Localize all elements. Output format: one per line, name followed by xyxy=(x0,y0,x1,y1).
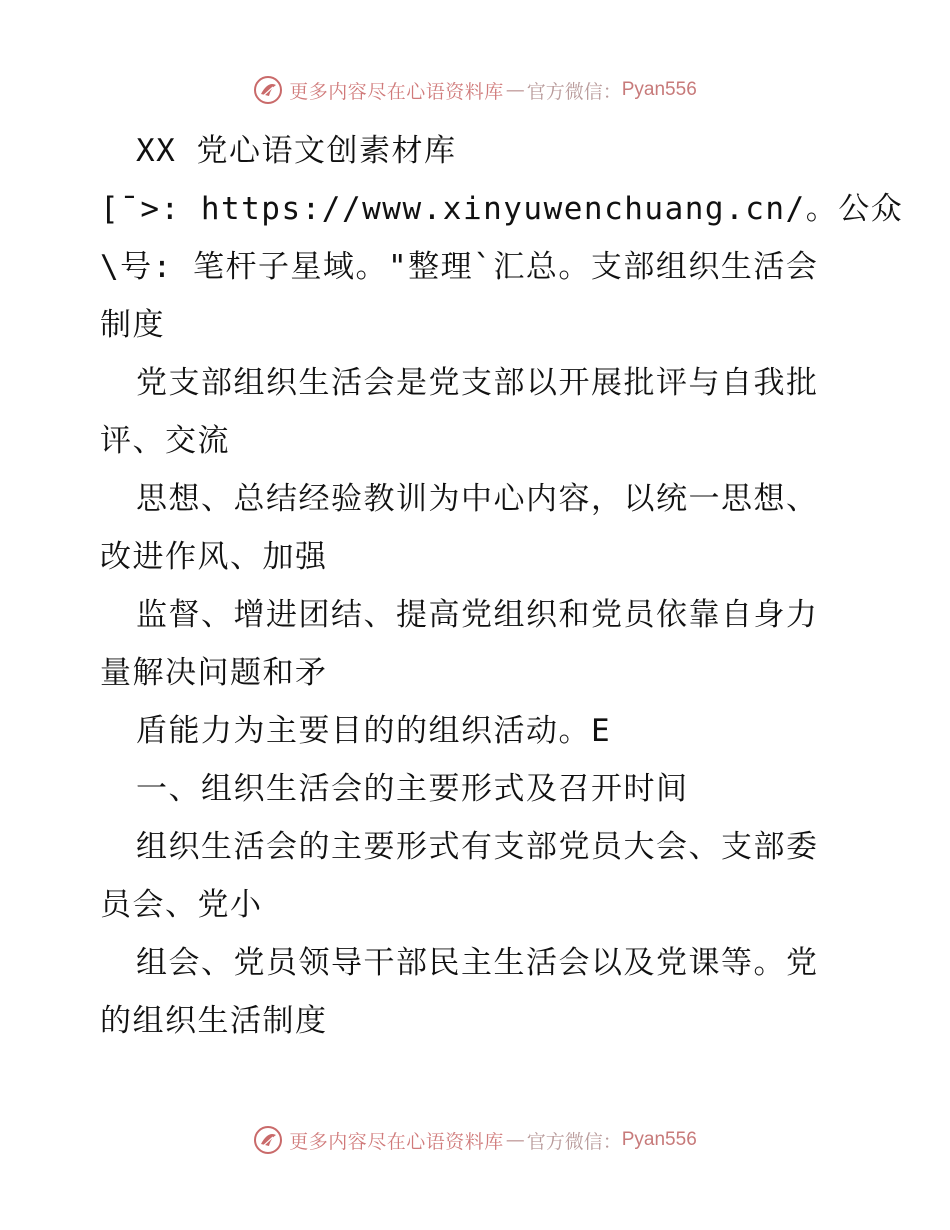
doc-line: 盾能力为主要目的的组织活动。E xyxy=(136,713,612,749)
doc-line: 党支部组织生活会是党支部以开展批评与自我批 xyxy=(136,365,819,401)
doc-line: 制度 xyxy=(100,307,165,343)
doc-line: \号: 笔杆子星域。"整理`汇总。支部组织生活会 xyxy=(100,249,819,285)
doc-line: [¯>: https://www.xinyuwenchuang.cn/。公众 xyxy=(100,191,904,227)
book-leaf-logo-icon xyxy=(253,1125,283,1155)
section-heading: 一、组织生活会的主要形式及召开时间 xyxy=(136,771,689,807)
doc-line: 监督、增进团结、提高党组织和党员依靠自身力 xyxy=(136,597,819,633)
doc-line: 改进作风、加强 xyxy=(100,539,328,575)
doc-line: 组会、党员领导干部民主生活会以及党课等。党 xyxy=(136,945,819,981)
watermark-separator: — xyxy=(505,1129,525,1151)
watermark-text: 更多内容尽在心语资料库 xyxy=(289,80,504,103)
doc-line: 量解决问题和矛 xyxy=(100,655,328,691)
document-body xyxy=(100,122,904,1050)
footer-watermark xyxy=(0,1122,950,1158)
book-leaf-logo-icon xyxy=(253,75,283,105)
watermark-wechat-id: Pyan556 xyxy=(621,79,697,100)
doc-line: 评、交流 xyxy=(100,423,230,459)
watermark-wechat-label: 官方微信： xyxy=(526,1130,622,1153)
watermark-separator: — xyxy=(505,79,525,101)
doc-line: XX 党心语文创素材库 xyxy=(136,133,457,169)
header-watermark xyxy=(0,72,950,108)
doc-line: 思想、总结经验教训为中心内容，以统一思想、 xyxy=(136,481,819,517)
doc-line: 的组织生活制度 xyxy=(100,1003,328,1039)
watermark-text: 更多内容尽在心语资料库 xyxy=(289,1130,504,1153)
watermark-wechat-label: 官方微信： xyxy=(526,80,622,103)
watermark-wechat-id: Pyan556 xyxy=(621,1129,697,1150)
doc-line: 组织生活会的主要形式有支部党员大会、支部委 xyxy=(136,829,819,865)
doc-line: 员会、党小 xyxy=(100,887,263,923)
